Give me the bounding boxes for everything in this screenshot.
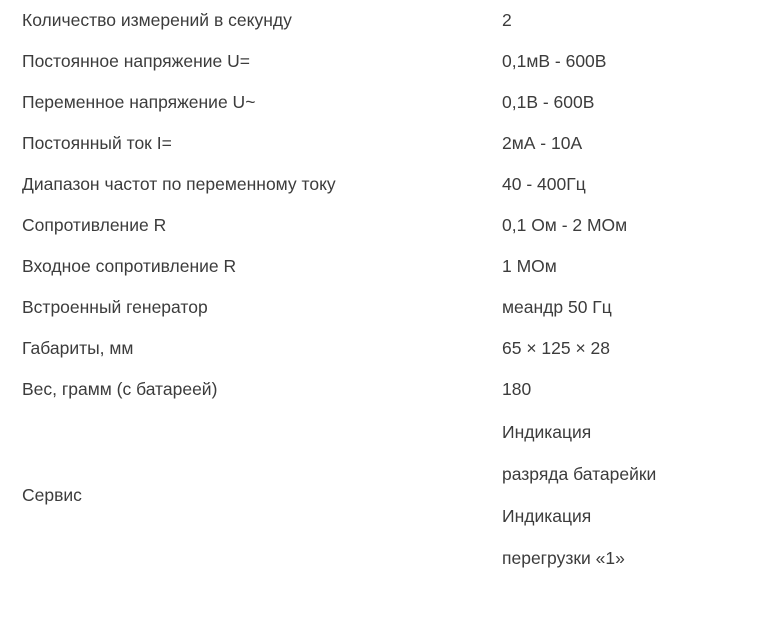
spec-value: 0,1В - 600В [502, 91, 595, 112]
spec-value: 180 [502, 378, 532, 399]
table-row [0, 287, 761, 328]
table-row [0, 246, 761, 287]
spec-parameter: Количество измерений в секунду [22, 9, 292, 30]
table-row [0, 0, 761, 41]
spec-value: меандр 50 Гц [502, 296, 612, 317]
spec-parameter: Диапазон частот по переменному току [22, 173, 336, 194]
table-row-service [0, 410, 761, 582]
service-line: Индикация [502, 422, 592, 443]
table-row [0, 328, 761, 369]
spec-parameter: Переменное напряжение U~ [22, 91, 256, 112]
service-line: перегрузки «1» [502, 547, 625, 568]
spec-parameter: Сервис [22, 485, 82, 506]
spec-parameter: Постоянное напряжение U= [22, 50, 250, 71]
service-line: разряда батарейки [502, 464, 657, 485]
table-row [0, 41, 761, 82]
spec-value: 40 - 400Гц [502, 173, 586, 194]
spec-parameter: Входное сопротивление R [22, 255, 237, 276]
spec-parameter: Сопротивление R [22, 214, 167, 235]
spec-parameter: Встроенный генератор [22, 296, 208, 317]
table-row [0, 164, 761, 205]
table-row [0, 369, 761, 410]
spec-parameter: Вес, грамм (с батареей) [22, 378, 218, 399]
service-line: Индикация [502, 506, 592, 526]
spec-parameter: Постоянный ток I= [22, 132, 172, 153]
spec-value: 0,1 Ом - 2 МОм [502, 214, 628, 235]
table-row [0, 205, 761, 246]
spec-value: 0,1мВ - 600В [502, 50, 607, 71]
spec-value-service [500, 410, 761, 582]
spec-value: 65 × 125 × 28 [502, 337, 611, 358]
table-row [0, 82, 761, 123]
spec-value: 1 МОм [502, 255, 557, 276]
spec-value: 2мА - 10А [502, 132, 583, 153]
table-row [0, 123, 761, 164]
spec-value: 2 [502, 9, 512, 30]
spec-parameter: Габариты, мм [22, 337, 134, 358]
